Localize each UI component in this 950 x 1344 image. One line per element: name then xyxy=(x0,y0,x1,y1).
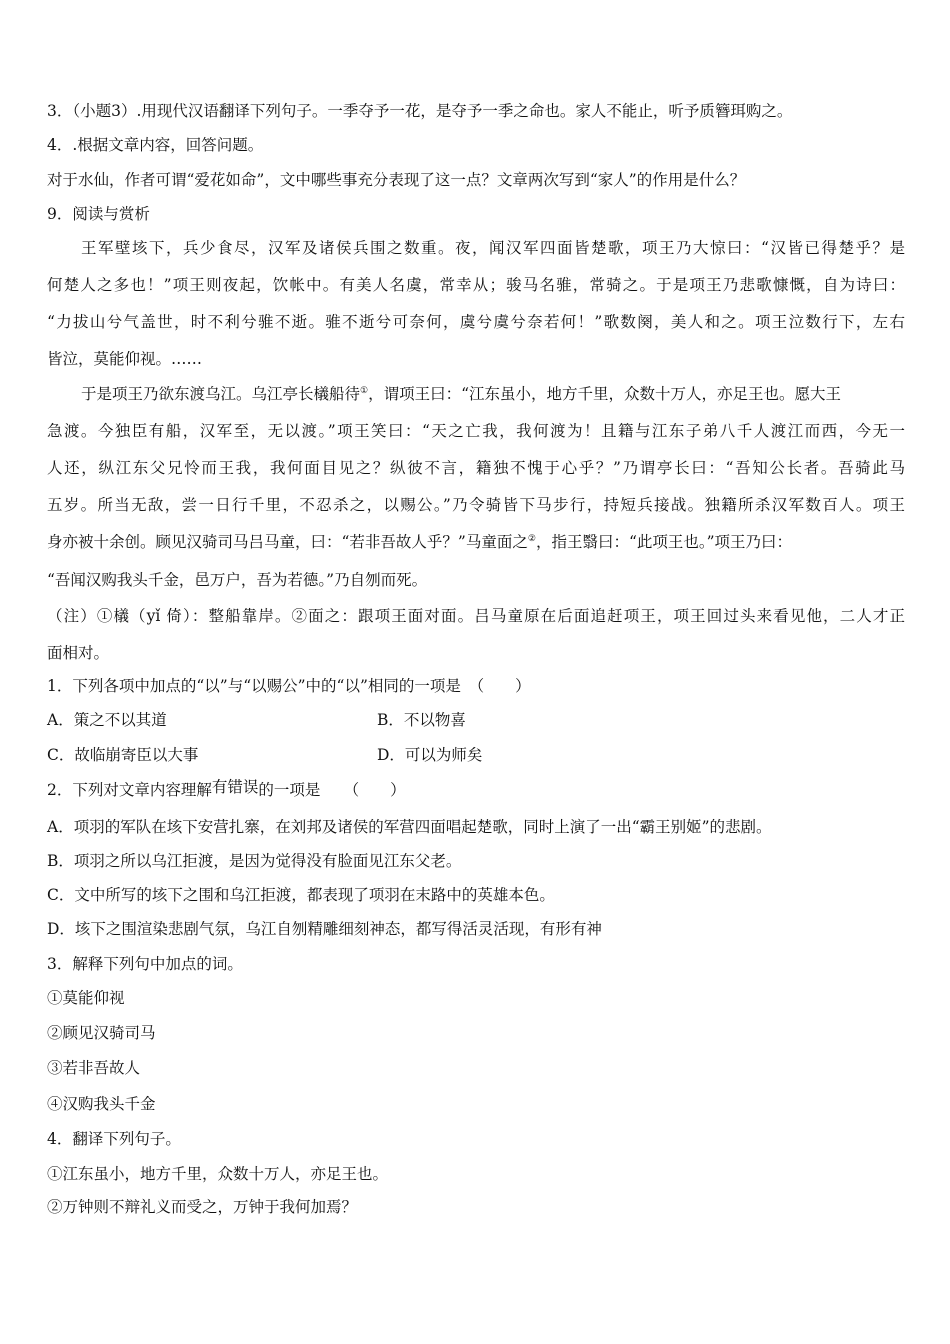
passage-p2-line5 xyxy=(47,532,792,552)
passage-p2-line6: “吾闻汉购我头千金，邑万户，吾为若德。”乃自刎而死。 xyxy=(47,571,428,589)
passage-p2-line5-b: ，指王翳曰：“此项王也。”项王乃曰： xyxy=(535,533,793,551)
passage-p2-line5-a: 身亦被十余创。顾见汉骑司马吕马童，曰：“若非吾故人乎？”马童面之 xyxy=(47,533,528,551)
q2-option-c: C．文中所写的垓下之围和乌江拒渡，都表现了项羽在末路中的英雄本色。 xyxy=(47,886,555,904)
q2-stem xyxy=(47,780,406,800)
q1-option-a: A．策之不以其道 xyxy=(47,711,167,729)
footnote-ref-1: ① xyxy=(360,386,369,396)
passage-p1-line2: 何楚人之多也！”项王则夜起，饮帐中。有美人名虞，常幸从；骏马名骓，常骑之。于是项王乃悲歌慷慨，自为诗曰： xyxy=(47,276,905,294)
q3-item-1: ①莫能仰视 xyxy=(47,989,125,1007)
q4-item-1: ①江东虽小，地方千里，众数十万人，亦足王也。 xyxy=(47,1165,389,1183)
q3-item-3: ③若非吾故人 xyxy=(47,1059,141,1077)
q2-option-d: D．垓下之围渲染悲剧气氛，乌江自刎精雕细刻神态，都写得活灵活现，有形有神 xyxy=(47,920,602,938)
passage-p2-line2: 急渡。今独臣有船，汉军至，无以渡。”项王笑曰：“天之亡我，我何渡为！且籍与江东子弟八千人渡江而西，今无一 xyxy=(47,422,905,440)
q1-option-b: B．不以物喜 xyxy=(377,711,466,729)
q3-stem: 3．解释下列句中加点的词。 xyxy=(47,955,243,973)
passage-p2-line1-a: 于是项王乃欲东渡乌江。乌江亭长檥船待 xyxy=(81,385,361,403)
section-9-title: 9．阅读与赏析 xyxy=(47,205,150,223)
notes-line2: 面相对。 xyxy=(47,644,110,662)
q4-answer-line: 4．.根据文章内容，回答问题。 xyxy=(47,136,264,154)
passage-p1-line4: 皆泣，莫能仰视。…… xyxy=(47,350,203,368)
q2-stem-c: 的一项是 （ ） xyxy=(258,781,406,799)
q2-option-b: B．项羽之所以乌江拒渡，是因为觉得没有脸面见江东父老。 xyxy=(47,852,462,870)
footnote-ref-2: ② xyxy=(527,534,536,544)
passage-p2-line3: 人还，纵江东父兄怜而王我，我何面目见之？纵彼不言，籍独不愧于心乎？”乃谓亭长曰：“吾知公长者。吾骑此马 xyxy=(47,459,905,477)
q3-item-2: ②顾见汉骑司马 xyxy=(47,1024,156,1042)
passage-p2-line1-b: ，谓项王曰：“江东虽小，地方千里，众数十万人，亦足王也。愿大王 xyxy=(368,385,842,403)
q1-option-c: C．故临崩寄臣以大事 xyxy=(47,746,199,764)
q3-translate-line: 3．（小题3）.用现代汉语翻译下列句子。一季夺予一花，是夺予一季之命也。家人不能止，听予质簪珥购之。 xyxy=(47,102,793,120)
q2-option-a: A．项羽的军队在垓下安营扎寨，在刘邦及诸侯的军营四面唱起楚歌，同时上演了一出“霸王别姬”的悲剧。 xyxy=(47,818,772,836)
q1-option-d: D．可以为师矣 xyxy=(377,746,483,764)
notes-line1: （注）①檥（yǐ 倚）：整船靠岸。②面之：跟项王面对面。吕马童原在后面追赶项王，项王回过头来看见他，二人才正 xyxy=(47,607,905,625)
q4-stem: 4．翻译下列句子。 xyxy=(47,1130,181,1148)
q2-stem-a: 2．下列对文章内容理解 xyxy=(47,781,212,799)
q1-stem: 1．下列各项中加点的“以”与“以赐公”中的“以”相同的一项是 （ ） xyxy=(47,677,531,695)
q2-stem-emphasis: 有错误 xyxy=(211,778,259,796)
q4-item-2: ②万钟则不辩礼义而受之，万钟于我何加焉？ xyxy=(47,1198,358,1216)
passage-p1-line1: 王军壁垓下，兵少食尽，汉军及诸侯兵围之数重。夜，闻汉军四面皆楚歌，项王乃大惊曰：“汉皆已得楚乎？是 xyxy=(81,239,905,257)
q3-item-4: ④汉购我头千金 xyxy=(47,1095,156,1113)
passage-p2-line4: 五岁。所当无敌，尝一日行千里，不忍杀之，以赐公。”乃令骑皆下马步行，持短兵接战。独籍所杀汉军数百人。项王 xyxy=(47,496,905,514)
passage-p2-line1 xyxy=(81,384,841,404)
passage-p1-line3: “力拔山兮气盖世，时不利兮骓不逝。骓不逝兮可奈何，虞兮虞兮奈若何！”歌数阕，美人和之。项王泣数行下，左右 xyxy=(47,313,905,331)
q4-text-line: 对于水仙，作者可谓“爱花如命”，文中哪些事充分表现了这一点？文章两次写到“家人”的作用是什么？ xyxy=(47,171,746,189)
